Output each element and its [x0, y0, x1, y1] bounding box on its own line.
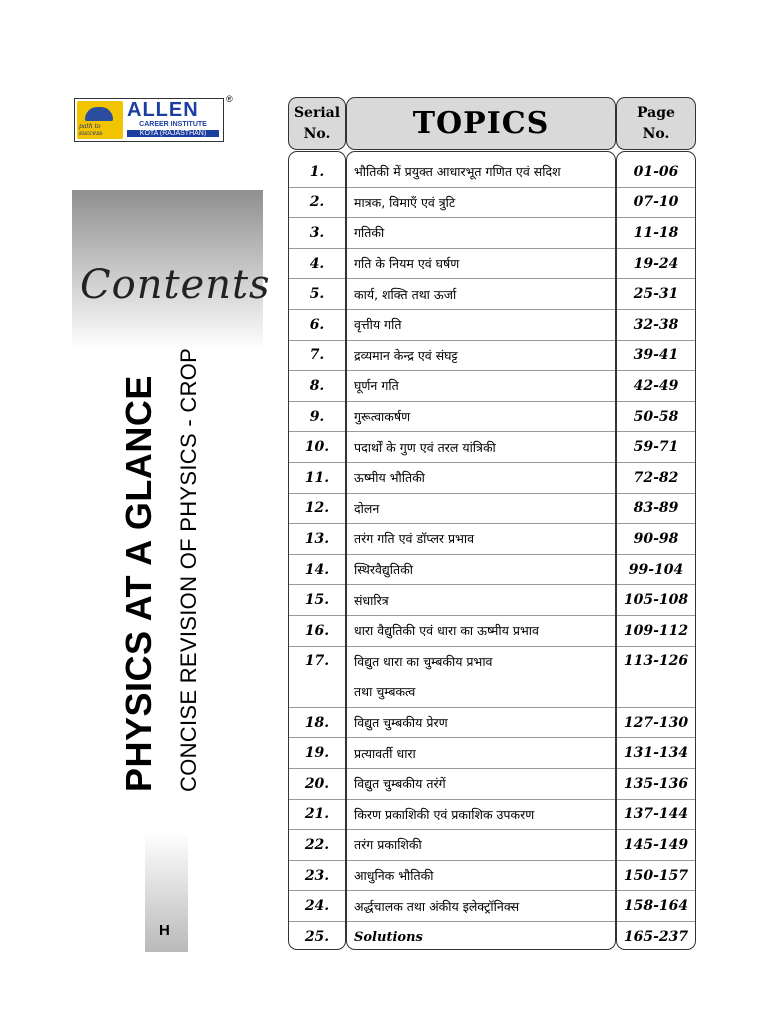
serial-header: [288, 97, 346, 150]
logo-subtitle: CAREER INSTITUTE: [139, 121, 207, 128]
topic-cell: किरण प्रकाशिकी एवं प्रकाशिक उपकरण: [347, 800, 615, 831]
page-range: 11-18: [617, 218, 695, 249]
topic-cell: गति के नियम एवं घर्षण: [347, 249, 615, 280]
serial-number: 17.: [289, 647, 345, 708]
page-range: 42-49: [617, 371, 695, 402]
serial-number: 12.: [289, 494, 345, 525]
page-range: 99-104: [617, 555, 695, 586]
book-title: PHYSICS AT A GLANCE: [118, 375, 159, 792]
page-range: 109-112: [617, 616, 695, 647]
topic-text-line2: तथा चुम्बकत्व: [354, 684, 416, 700]
registered-mark: ®: [226, 94, 233, 104]
logo-location: KOTA (RAJASTHAN): [127, 130, 219, 137]
page-range: 25-31: [617, 279, 695, 310]
serial-column: [288, 151, 346, 950]
page-column: [616, 151, 696, 950]
serial-header-line2: No.: [303, 125, 331, 142]
topic-cell: ऊष्मीय भौतिकी: [347, 463, 615, 494]
page-range: 39-41: [617, 341, 695, 372]
serial-header-line1: Serial: [293, 104, 341, 121]
topic-cell: तरंग गति एवं डॉप्लर प्रभाव: [347, 524, 615, 555]
topic-cell: स्थिरवैद्युतिकी: [347, 555, 615, 586]
logo-emblem: [77, 101, 123, 139]
topic-cell: संधारित्र: [347, 585, 615, 616]
topic-cell: आधुनिक भौतिकी: [347, 861, 615, 892]
page-range: 07-10: [617, 188, 695, 219]
serial-number: 15.: [289, 585, 345, 616]
page-range: 32-38: [617, 310, 695, 341]
page-range: 131-134: [617, 738, 695, 769]
topic-cell: भौतिकी में प्रयुक्त आधारभूत गणित एवं सदिश: [347, 157, 615, 188]
topic-cell: दोलन: [347, 494, 615, 525]
topics-column: [346, 151, 616, 950]
topics-header: TOPICS: [346, 97, 616, 150]
allen-logo: [74, 98, 224, 142]
serial-number: 7.: [289, 341, 345, 372]
page-range: 137-144: [617, 800, 695, 831]
serial-number: 10.: [289, 432, 345, 463]
serial-number: 18.: [289, 708, 345, 739]
page-range: 72-82: [617, 463, 695, 494]
serial-number: 4.: [289, 249, 345, 280]
topic-cell: प्रत्यावर्ती धारा: [347, 738, 615, 769]
topic-cell: गतिकी: [347, 218, 615, 249]
serial-number: 13.: [289, 524, 345, 555]
logo-brand: ALLEN: [127, 99, 199, 121]
serial-number: 1.: [289, 157, 345, 188]
serial-number: 5.: [289, 279, 345, 310]
topic-text: विद्युत धारा का चुम्बकीय प्रभाव: [354, 654, 493, 670]
topic-cell: [347, 647, 615, 708]
book-subtitle: CONCISE REVISION OF PHYSICS - CROP: [176, 347, 201, 792]
page-range: 59-71: [617, 432, 695, 463]
serial-number: 23.: [289, 861, 345, 892]
book-icon: [85, 107, 113, 121]
page-range: 150-157: [617, 861, 695, 892]
page-range: 145-149: [617, 830, 695, 861]
topic-cell: Solutions: [354, 929, 423, 945]
page-range: 19-24: [617, 249, 695, 280]
topic-cell: घूर्णन गति: [347, 371, 615, 402]
serial-number: 9.: [289, 402, 345, 433]
page-range: 113-126: [617, 647, 695, 708]
topic-cell: कार्य, शक्ति तथा ऊर्जा: [347, 279, 615, 310]
serial-number: 20.: [289, 769, 345, 800]
topic-cell: मात्रक, विमाएँ एवं त्रुटि: [347, 188, 615, 219]
serial-number: 3.: [289, 218, 345, 249]
page-header: [616, 97, 696, 150]
serial-number: 14.: [289, 555, 345, 586]
contents-heading: Contents: [80, 262, 271, 308]
serial-number: 21.: [289, 800, 345, 831]
topic-cell: विद्युत चुम्बकीय तरंगें: [347, 769, 615, 800]
page-marker: H: [159, 922, 170, 939]
topic-cell: वृत्तीय गति: [347, 310, 615, 341]
serial-number: 2.: [289, 188, 345, 219]
serial-number: 22.: [289, 830, 345, 861]
page-range: 105-108: [617, 585, 695, 616]
serial-number: 25.: [304, 929, 330, 946]
serial-number: 6.: [289, 310, 345, 341]
serial-number: 19.: [289, 738, 345, 769]
page-range: 158-164: [617, 891, 695, 922]
page-range: 135-136: [617, 769, 695, 800]
logo-tagline: path to success: [79, 123, 103, 137]
topic-cell: अर्द्धचालक तथा अंकीय इलेक्ट्रॉनिक्स: [347, 891, 615, 922]
page-range: 90-98: [617, 524, 695, 555]
page-header-line2: No.: [642, 125, 670, 142]
topic-cell: गुरूत्वाकर्षण: [347, 402, 615, 433]
topic-cell: पदार्थों के गुण एवं तरल यांत्रिकी: [347, 432, 615, 463]
page-range: 01-06: [617, 157, 695, 188]
serial-number: 16.: [289, 616, 345, 647]
topic-cell: तरंग प्रकाशिकी: [347, 830, 615, 861]
serial-number: 24.: [289, 891, 345, 922]
topic-cell: विद्युत चुम्बकीय प्रेरण: [347, 708, 615, 739]
page-range: 83-89: [617, 494, 695, 525]
serial-number: 11.: [289, 463, 345, 494]
serial-number: 8.: [289, 371, 345, 402]
page-header-line1: Page: [637, 104, 675, 121]
page-range: 50-58: [617, 402, 695, 433]
topic-cell: धारा वैद्युतिकी एवं धारा का ऊष्मीय प्रभाव: [347, 616, 615, 647]
page-range: 127-130: [617, 708, 695, 739]
page-range: 165-237: [623, 929, 689, 946]
topic-cell: द्रव्यमान केन्द्र एवं संघट्ट: [347, 341, 615, 372]
